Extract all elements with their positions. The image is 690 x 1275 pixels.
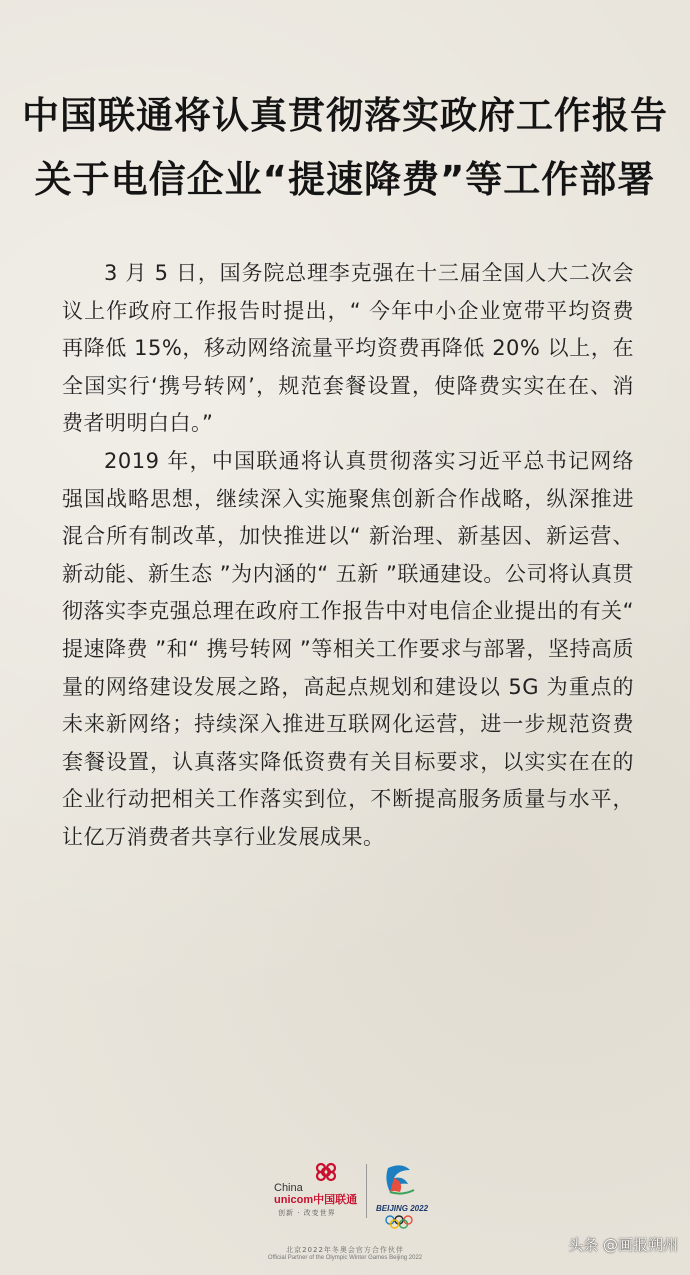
unicom-slogan: 创新 · 改变世界 (278, 1209, 336, 1217)
beijing-2022-emblem-icon (374, 1160, 430, 1230)
unicom-en-line-2: unicom中国联通 (274, 1194, 358, 1206)
chinese-knot-icon (312, 1160, 340, 1184)
partner-line-en: Official Partner of the Olympic Winter Games Beijing 2022 (267, 1255, 423, 1261)
paragraph-2: 2019 年，中国联通将认真贯彻落实习近平总书记网络强国战略思想，继续深入实施聚焦创新合作战略，纵深推进混合所有制改革，加快推进以“ 新治理、新基因、新运营、新动能、新生态 ”为内涵的“ 五新 ”联通建设。公司将认真贯彻落实李克强总理在政府工作报告中对电信企业提出的有关“ 提速降费 ”和“ 携号转网 ”等相关工作要求与部署，坚持高质量的网络建设发展之路，高起点规划和建设以 5G 为重点的未来新网络；持续深入推进互联网化运营，进一步规范资费套餐设置，认真落实降低资费有关目标要求，以实实在在的企业行动把相关工作落实到位，不断提高服务质量与水平，让亿万消费者共享行业发展成果。 (62, 448, 634, 849)
logo-divider (366, 1164, 367, 1218)
article-body (62, 255, 634, 857)
footer-logos (270, 1160, 430, 1240)
unicom-wordmark (274, 1182, 357, 1206)
headline (0, 84, 690, 212)
beijing-2022-text: BEIJING 2022 (376, 1204, 429, 1213)
watermark: 头条 @画报朔州 (568, 1236, 678, 1254)
headline-line-1: 中国联通将认真贯彻落实政府工作报告 (22, 94, 668, 137)
china-unicom-logo (270, 1160, 362, 1220)
headline-line-2: 关于电信企业“提速降费”等工作部署 (34, 158, 656, 201)
paragraph-1: 3 月 5 日，国务院总理李克强在十三届全国人大二次会议上作政府工作报告时提出，“ 今年中小企业宽带平均资费再降低 15%，移动网络流量平均资费再降低 20% 以上，在全国实行‘携号转网’，规范套餐设置，使降费实实在在、消费者明明白白。” (62, 261, 634, 436)
unicom-en-line-1: China (274, 1182, 303, 1194)
partner-line-cn: 北京2022年冬奥会官方合作伙伴 (286, 1246, 404, 1254)
